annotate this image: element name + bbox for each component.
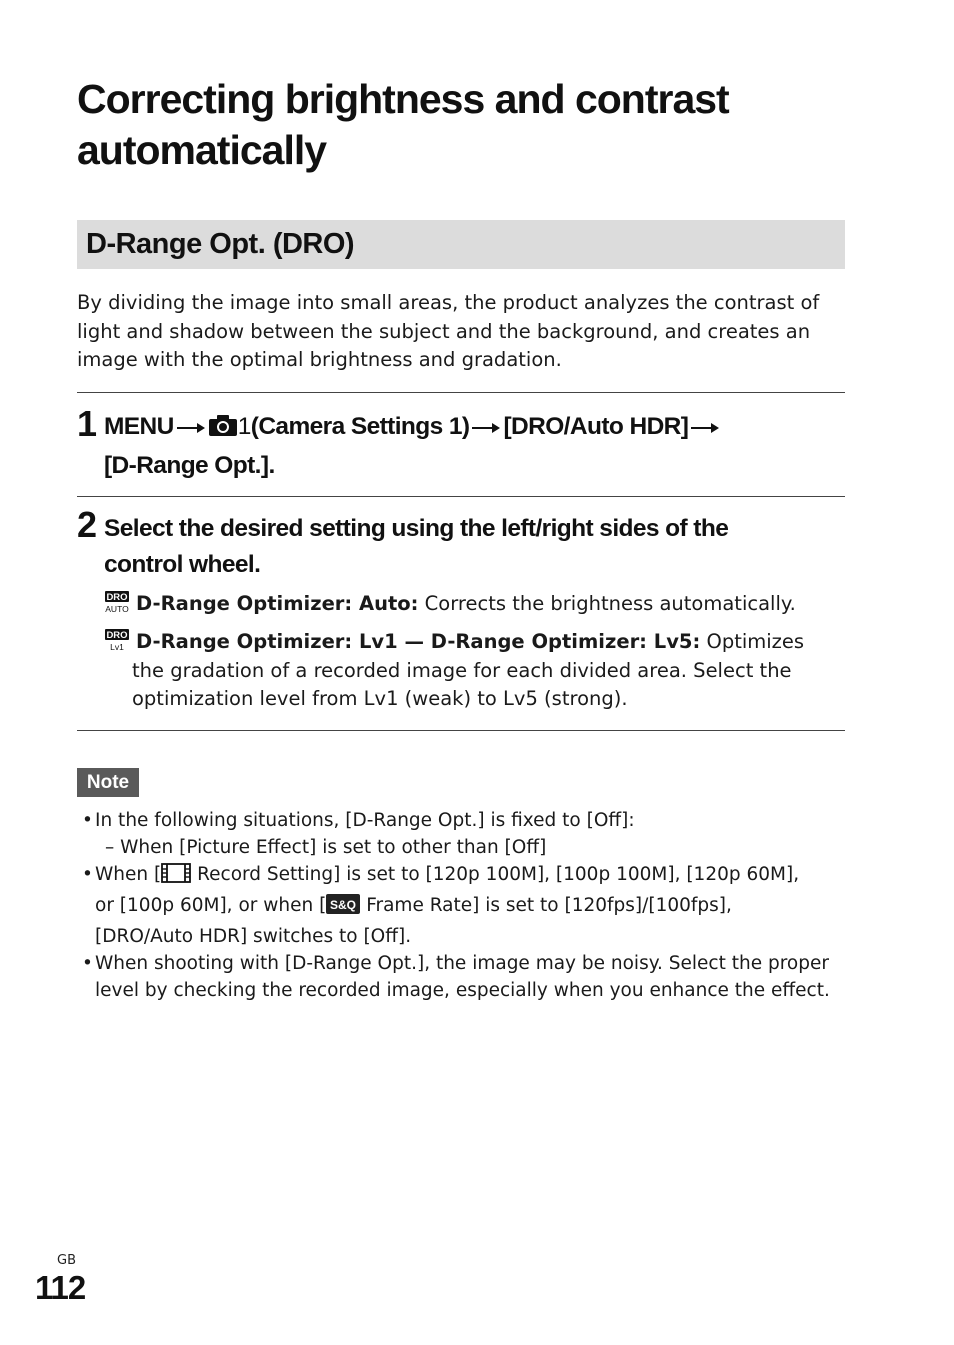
bullet: • <box>82 864 93 885</box>
movie-icon <box>161 862 191 892</box>
option-dro-lv-desc-cont: the gradation of a recorded image for each divided area. Select the optimization level from Lv1 (weak) to Lv5 (strong). <box>132 658 792 710</box>
note-item-3-text: When shooting with [D-Range Opt.], the image may be noisy. Select the proper level by checking the recorded image, especially when you enhance the effect. <box>95 953 830 1001</box>
dro-lv-icon <box>104 628 130 652</box>
note-item-1-text: In the following situations, [D-Range Opt.] is fixed to [Off]: <box>95 810 635 831</box>
camera-tab-number: 1 <box>237 413 251 440</box>
page-title <box>77 74 877 176</box>
step-1-text <box>104 409 804 484</box>
divider <box>77 392 845 393</box>
section-header <box>77 220 845 269</box>
step-2-number: 2 <box>77 504 98 545</box>
region-label: GB <box>57 1253 76 1268</box>
page-number: 112 <box>35 1269 86 1306</box>
dro-lv-icon-top: DRO <box>106 630 128 641</box>
note-item-1-sub: – When [Picture Effect] is set to other than [Off] <box>105 837 547 858</box>
note-item-2-text-a: When [ <box>95 864 162 885</box>
dro-lv-icon-bottom: Lv1 <box>110 642 124 652</box>
section-title: D-Range Opt. (DRO) <box>86 228 355 260</box>
dro-auto-icon <box>104 590 130 614</box>
option-dro-lv-label: D-Range Optimizer: Lv1 — D-Range Optimizer: Lv5: <box>136 630 701 653</box>
option-dro-auto-label: D-Range Optimizer: Auto: <box>136 592 419 615</box>
note-item <box>82 861 832 950</box>
s-and-q-icon <box>326 893 360 923</box>
arrow-right-icon <box>174 409 208 445</box>
s-and-q-icon-text: S&Q <box>330 898 357 912</box>
note-item-2-text-c: or [100p 60M], or when [ <box>95 895 327 916</box>
step-1-number: 1 <box>77 403 98 444</box>
note-badge: Note <box>77 768 139 797</box>
divider <box>77 730 845 731</box>
note-item <box>82 950 832 1004</box>
dro-auto-hdr-label: [DRO/Auto HDR] <box>503 413 689 440</box>
page-title-line2: automatically <box>77 127 327 173</box>
d-range-opt-label: [D-Range Opt.]. <box>104 452 275 479</box>
note-item <box>82 807 832 861</box>
note-item-2-text-d: Frame Rate] is set to [120fps]/[100fps], <box>360 895 732 916</box>
arrow-right-icon <box>688 409 722 445</box>
camera-settings-label: (Camera Settings 1) <box>250 413 470 440</box>
bullet: • <box>82 810 93 831</box>
note-item-2-text-b: Record Setting] is set to [120p 100M], [100p 100M], [120p 60M], <box>191 864 800 885</box>
intro-paragraph: By dividing the image into small areas, the product analyzes the contrast of light and shadow between the subject and the background, and creates an image with the optimal brightness and gradation. <box>77 291 820 371</box>
note-list <box>82 807 832 1004</box>
option-dro-lv-desc-first: Optimizes <box>700 630 805 653</box>
dro-auto-icon-top: DRO <box>106 592 128 603</box>
dro-auto-icon-bottom: AUTO <box>105 604 129 614</box>
option-dro-auto <box>104 590 834 619</box>
bullet: • <box>82 953 93 974</box>
divider <box>77 496 845 497</box>
page-title-line1: Correcting brightness and contrast <box>77 76 729 122</box>
arrow-right-icon <box>469 409 503 445</box>
step-2-text: Select the desired setting using the left/right sides of the control wheel. <box>104 515 729 578</box>
option-dro-lv <box>104 628 834 714</box>
option-dro-auto-desc: Corrects the brightness automatically. <box>418 592 796 615</box>
note-item-2-text-e: [DRO/Auto HDR] switches to [Off]. <box>95 926 412 947</box>
camera-icon <box>208 412 238 448</box>
menu-label: MENU <box>104 413 174 440</box>
